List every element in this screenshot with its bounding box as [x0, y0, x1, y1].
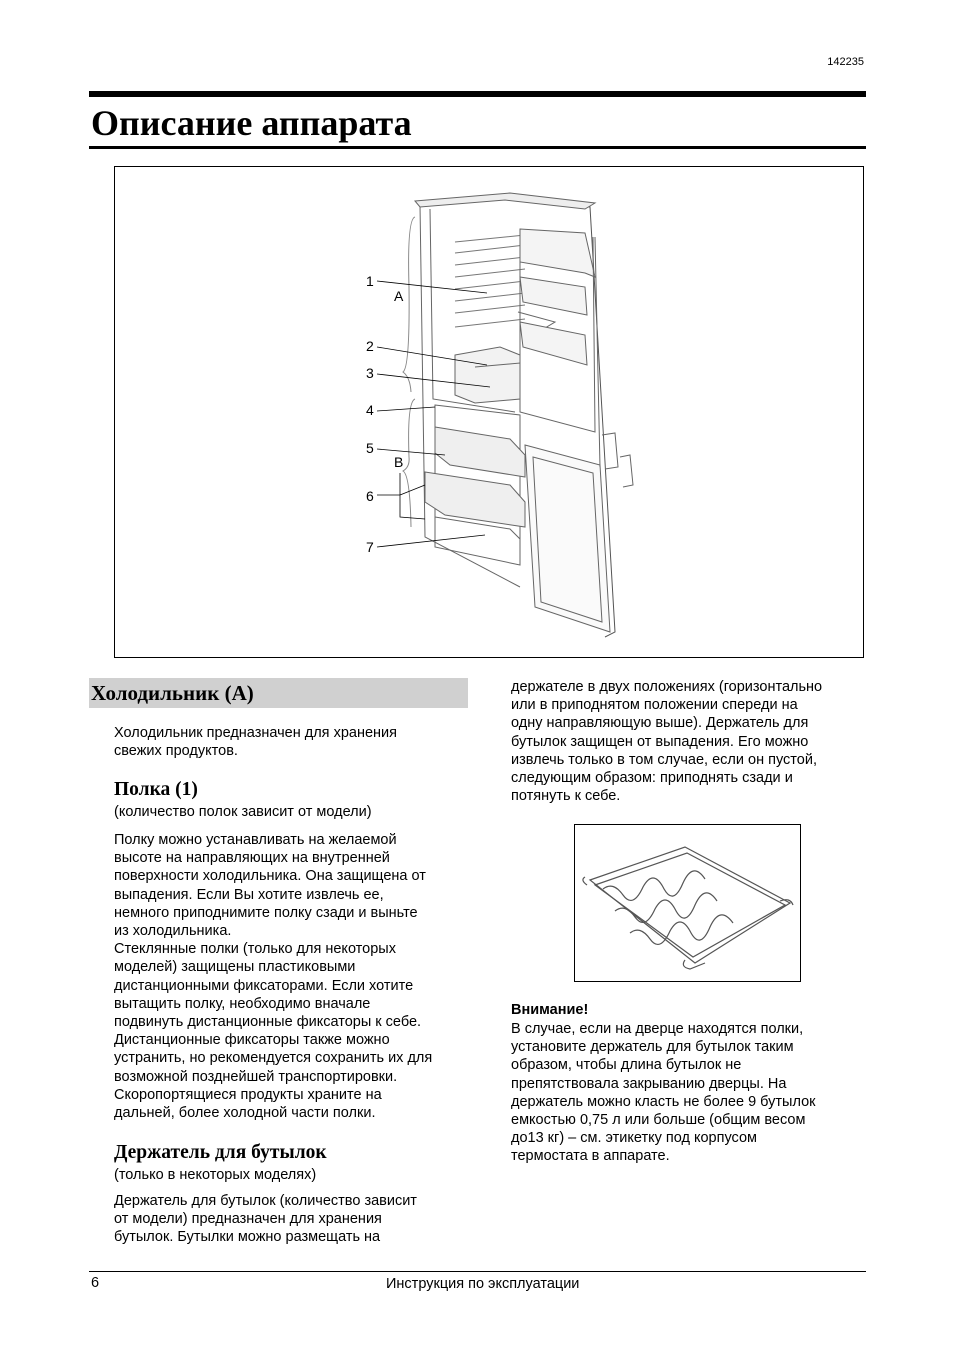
callout-labels [366, 273, 404, 555]
fridge-diagram [114, 166, 864, 658]
callout-7: 7 [366, 539, 374, 555]
page-number: 6 [91, 1275, 100, 1291]
warning-title: Внимание! [511, 1002, 589, 1018]
shelf-heading: Полка (1) [114, 779, 198, 800]
shelf-note: (количество полок зависит от модели) [114, 804, 372, 820]
callout-2: 2 [366, 338, 374, 354]
bottle-holder-figure [574, 824, 801, 982]
bottle-holder-body: Держатель для бутылок (количество зависит от модели) предназначен для хранения бутылок. Бутылки можно размещать на [114, 1193, 417, 1246]
page-title: Описание аппарата [91, 103, 412, 143]
bottle-holder-continuation: держателе в двух положениях (горизонтально или в приподнятом положении спереди на одну направляющую выше). Держатель для бутылок защищен от выпадения. Его можно извлечь только в том случае, если он пустой, следующим образом: приподнять сзади и потянуть к себе. [511, 679, 823, 805]
callout-5: 5 [366, 440, 374, 456]
bottle-rack-illustration [575, 825, 802, 983]
title-rule [89, 146, 866, 149]
fridge-illustration [115, 167, 865, 659]
fridge-intro: Холодильник предназначен для хранения свежих продуктов. [114, 725, 397, 760]
warning-body: В случае, если на дверце находятся полки, установите держатель для бутылок таким образом, чтобы длина бутылок не препятствовала закрыванию дверцы. На держатель можно класть не более 9 бутылок емкостью 0,75 л или больше (общим весом до13 кг) – см. этикетку под корпусом термостата в аппарате. [511, 1021, 816, 1165]
bottle-holder-heading: Держатель для бутылок [114, 1142, 327, 1163]
zone-b-label: B [394, 454, 404, 470]
callout-1: 1 [366, 273, 374, 289]
footer-rule [89, 1271, 866, 1272]
callout-4: 4 [366, 402, 374, 418]
section-title-text: Холодильник (A) [91, 681, 254, 705]
footer-title: Инструкция по эксплуатации [386, 1276, 580, 1292]
section-title-fridge [89, 678, 468, 708]
bottle-holder-note: (только в некоторых моделях) [114, 1167, 317, 1183]
callout-6: 6 [366, 488, 374, 504]
header-rule [89, 91, 866, 97]
callout-3: 3 [366, 365, 374, 381]
zone-a-label: A [394, 288, 404, 304]
document-number: 142235 [827, 56, 864, 68]
shelf-body: Полку можно устанавливать на желаемой высоте на направляющих на внутренней поверхности холодильника. Она защищена от выпадения. Если Вы хотите извлечь ее, немного приподнимите полку сзади и выньте из холодильника. Стеклянные полки (только для некоторых моделей) защищены пластиковыми дистанционными фиксаторами. Если хотите вытащить полку, необходимо вначале подвинуть дистанционные фиксаторы к себе. Дистанционные фиксаторы также можно устранить, но рекомендуется сохранить их для возможной позднейшей транспортировки. Скоропортящиеся продукты храните на дальней, более холодной части полки. [114, 832, 433, 1122]
